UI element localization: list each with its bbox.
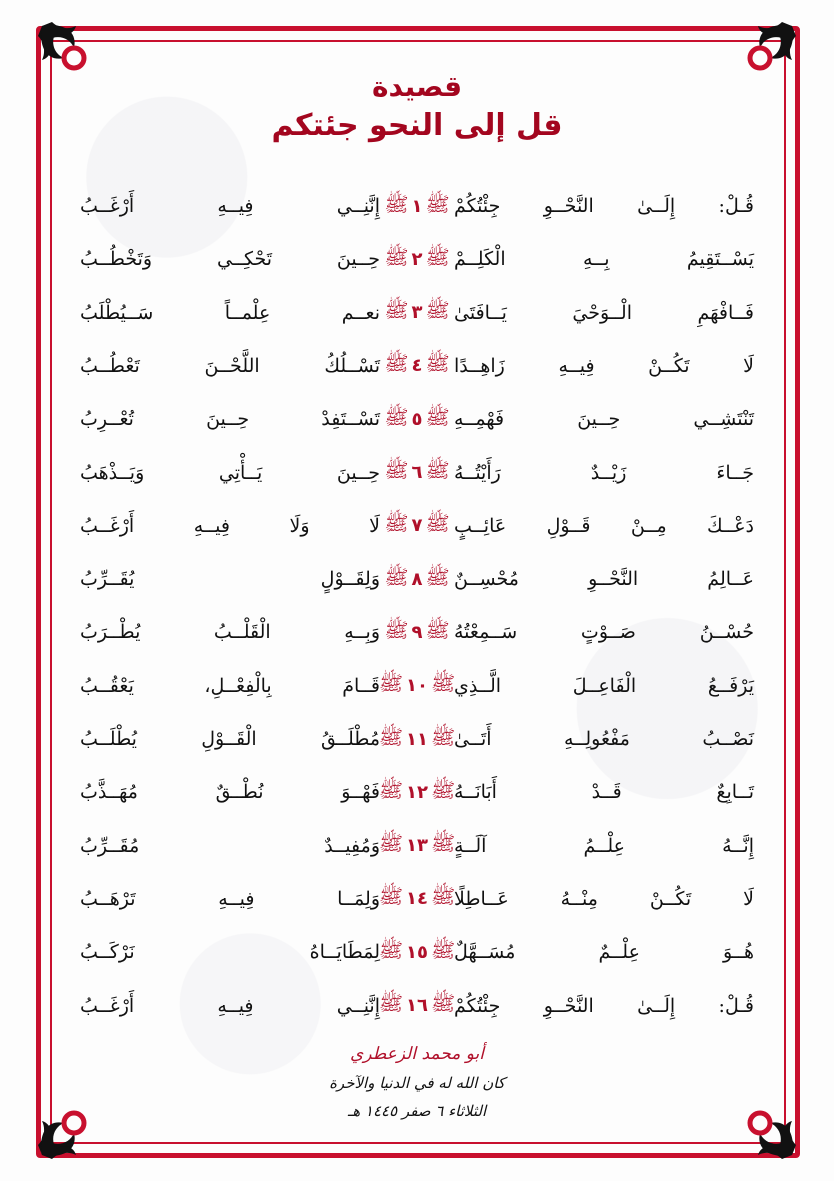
verse-number-badge <box>384 563 450 595</box>
verse-ornament-icon: ﷺ <box>425 191 450 216</box>
verse-number-badge <box>378 776 456 808</box>
verse-number: ١٤ <box>406 888 428 910</box>
verse-second-hemistich: تَسْــتَفِدْ حِــينَ تُعْــرِبُ <box>80 408 380 431</box>
verse-ornament-icon: ﷺ <box>384 564 409 589</box>
verse-number: ٨ <box>411 568 423 590</box>
verse-ornament-icon: ﷺ <box>425 298 450 323</box>
verse-first-hemistich: لَا تَكُــنْ مِنْــهُ عَــاطِلًا <box>454 887 754 910</box>
verse-row <box>80 559 754 599</box>
verse-first-hemistich: تَنْتَشِــي حِــينَ فَهْمِــهِ <box>454 408 754 431</box>
verse-first-hemistich: عَــالِمُ النَّحْــوِ مُحْسِــنٌ <box>454 568 754 591</box>
verse-ornament-icon: ﷺ <box>425 564 450 589</box>
verse-number: ٧ <box>411 515 423 537</box>
verse-second-hemistich: نعــم عِلْمــاً سَــيُطْلَبُ <box>80 301 380 324</box>
verse-number: ٤ <box>411 355 423 377</box>
verse-number: ٣ <box>411 302 423 324</box>
verse-ornament-icon: ﷺ <box>378 777 403 802</box>
verse-ornament-icon: ﷺ <box>378 671 403 696</box>
verse-ornament-icon: ﷺ <box>378 884 403 909</box>
verse-first-hemistich: دَعْــكَ مِــنْ قَــوْلِ عَائِــبٍ <box>454 514 754 537</box>
verse-number-badge <box>378 936 456 968</box>
verse-ornament-icon: ﷺ <box>425 511 450 536</box>
author-prayer: كان الله له في الدنيا والآخرة <box>329 1074 505 1092</box>
verse-ornament-icon: ﷺ <box>378 831 403 856</box>
verse-row <box>80 399 754 439</box>
verse-ornament-icon: ﷺ <box>430 777 456 802</box>
verse-ornament-icon: ﷺ <box>384 191 409 216</box>
verse-number-badge <box>384 350 450 382</box>
verse-ornament-icon: ﷺ <box>384 244 409 269</box>
verse-number: ١٥ <box>406 941 428 963</box>
verse-number-badge <box>384 243 450 275</box>
poem-label: قصيدة <box>371 70 463 103</box>
verse-second-hemistich: فَهْــوَ نُطْــقٌ مُهَــذَّبُ <box>80 781 380 804</box>
verse-second-hemistich: وَلِمَــا فِيــهِ تَرْهَــبُ <box>80 887 380 910</box>
verse-number: ٥ <box>411 408 423 430</box>
verse-ornament-icon: ﷺ <box>430 991 456 1015</box>
verse-number: ٦ <box>411 462 423 483</box>
verse-number-badge <box>384 297 450 329</box>
verse-number: ١٠ <box>406 675 428 697</box>
verse-second-hemistich: وَمُفِيــدٌ مُقَــرِّبُ <box>80 834 380 857</box>
verse-first-hemistich: يَرْفَــعُ الْفَاعِــلَ الَّــذِي <box>454 674 754 697</box>
poem-title: قل إلى النحو جئتكم <box>271 108 563 143</box>
verse-ornament-icon: ﷺ <box>425 351 450 376</box>
verse-ornament-icon: ﷺ <box>425 458 450 482</box>
verse-number: ١٣ <box>406 835 428 857</box>
verse-ornament-icon: ﷺ <box>425 244 450 269</box>
author-name: أبو محمد الزعطري <box>350 1044 484 1064</box>
verse-row <box>80 239 754 279</box>
verse-first-hemistich: قُـلْ: إِلَــىٰ النَّحْــوِ جِئْتُكُمْ <box>454 195 754 217</box>
verse-ornament-icon: ﷺ <box>430 671 456 696</box>
verse-number: ١ <box>411 195 423 217</box>
verse-second-hemistich: وَلِقَــوْلٍ يُقَــرِّبُ <box>80 568 380 591</box>
verse-second-hemistich: مُطْلَــقُ الْقَــوْلِ يُطْلَــبُ <box>80 728 380 750</box>
verse-row <box>80 772 754 812</box>
verse-first-hemistich: فَــافْهَمِ الْــوَحْيَ يَــافَتَىٰ <box>454 301 754 324</box>
verse-number-badge <box>384 616 450 648</box>
verse-ornament-icon: ﷺ <box>378 724 403 749</box>
verse-ornament-icon: ﷺ <box>378 991 403 1015</box>
verse-ornament-icon: ﷺ <box>425 617 450 642</box>
verse-first-hemistich: قُـلْ: إِلَــىٰ النَّحْــوِ جِئْتُكُمْ <box>454 994 754 1017</box>
verse-number-badge <box>378 670 456 702</box>
verse-ornament-icon: ﷺ <box>430 724 456 749</box>
verse-ornament-icon: ﷺ <box>378 937 403 962</box>
verse-row <box>80 346 754 386</box>
verse-ornament-icon: ﷺ <box>425 404 450 429</box>
verse-ornament-icon: ﷺ <box>384 617 409 642</box>
verse-row <box>80 826 754 866</box>
verse-ornament-icon: ﷺ <box>384 351 409 376</box>
verse-number-badge <box>384 190 450 222</box>
verse-row <box>80 666 754 706</box>
verse-second-hemistich: إِنَّنِــي فِيــهِ أَرْغَــبُ <box>80 994 380 1017</box>
verse-second-hemistich: قَــامَ بِالْفِعْــلِ، يَعْقُــبُ <box>80 674 380 697</box>
verse-number-badge <box>378 990 456 1022</box>
verse-ornament-icon: ﷺ <box>430 831 456 856</box>
verse-row <box>80 453 754 493</box>
verse-row <box>80 186 754 226</box>
verse-second-hemistich: حِــينَ يَــأْتِي وَيَــذْهَبُ <box>80 461 380 484</box>
verse-row <box>80 612 754 652</box>
verse-ornament-icon: ﷺ <box>384 458 409 482</box>
verse-second-hemistich: وَبِــهِ الْقَلْــبُ يُطْــرَبُ <box>80 621 380 644</box>
verse-ornament-icon: ﷺ <box>430 937 456 962</box>
verse-row <box>80 293 754 333</box>
verse-number-badge <box>378 723 456 755</box>
verse-second-hemistich: تَسْــلُكُ اللَّحْــنَ تَعْطُــبُ <box>80 354 380 377</box>
verse-second-hemistich: إِنَّنِــي فِيــهِ أَرْغَــبُ <box>80 195 380 217</box>
verse-first-hemistich: تَــابِعٌ قَــدْ أَبَانَــهُ <box>454 781 754 804</box>
verse-first-hemistich: جَــاءَ زَيْــدٌ رَأَيْتُــهُ <box>454 461 754 484</box>
verse-number-badge <box>378 883 456 915</box>
verse-row <box>80 506 754 546</box>
verse-number: ١١ <box>406 728 428 750</box>
verse-ornament-icon: ﷺ <box>384 511 409 536</box>
verse-first-hemistich: نَصْــبُ مَفْعُولِــهِ أَتَــىٰ <box>454 728 754 750</box>
verse-row <box>80 879 754 919</box>
verse-second-hemistich: لِمَطَايَــاهُ نَرْكَــبُ <box>80 941 380 964</box>
verse-number: ٢ <box>411 248 423 270</box>
verse-row <box>80 719 754 759</box>
verse-first-hemistich: هُــوَ عِلْــمٌ مُسَــهَّلٌ <box>454 941 754 964</box>
verse-number: ١٦ <box>406 995 428 1016</box>
verse-number: ٩ <box>411 621 423 643</box>
poem-date: الثلاثاء ٦ صفر ١٤٤٥ هـ <box>347 1102 487 1120</box>
verse-ornament-icon: ﷺ <box>430 884 456 909</box>
verse-row <box>80 986 754 1026</box>
verse-number-badge <box>384 457 450 489</box>
verse-ornament-icon: ﷺ <box>384 404 409 429</box>
verse-first-hemistich: يَسْــتَقِيمُ بِــهِ الْكَلِــمْ <box>454 248 754 271</box>
verse-number-badge <box>384 403 450 435</box>
verse-second-hemistich: لَا وَلَا فِيــهِ أَرْغَــبُ <box>80 514 380 537</box>
verse-first-hemistich: إِنَّــهُ عِلْــمُ آلَــةٍ <box>454 834 754 857</box>
verse-number-badge <box>378 830 456 862</box>
verse-number-badge <box>384 510 450 542</box>
verse-first-hemistich: حُسْــنُ صَــوْتٍ سَــمِعْتُهُ <box>454 621 754 644</box>
verse-ornament-icon: ﷺ <box>384 298 409 323</box>
verse-first-hemistich: لَا تَكُــنْ فِيــهِ زَاهِــدًا <box>454 354 754 377</box>
verse-second-hemistich: حِــينَ تَحْكِــي وَتَخْطُــبُ <box>80 248 380 271</box>
verse-row <box>80 932 754 972</box>
verse-number: ١٢ <box>406 781 428 803</box>
